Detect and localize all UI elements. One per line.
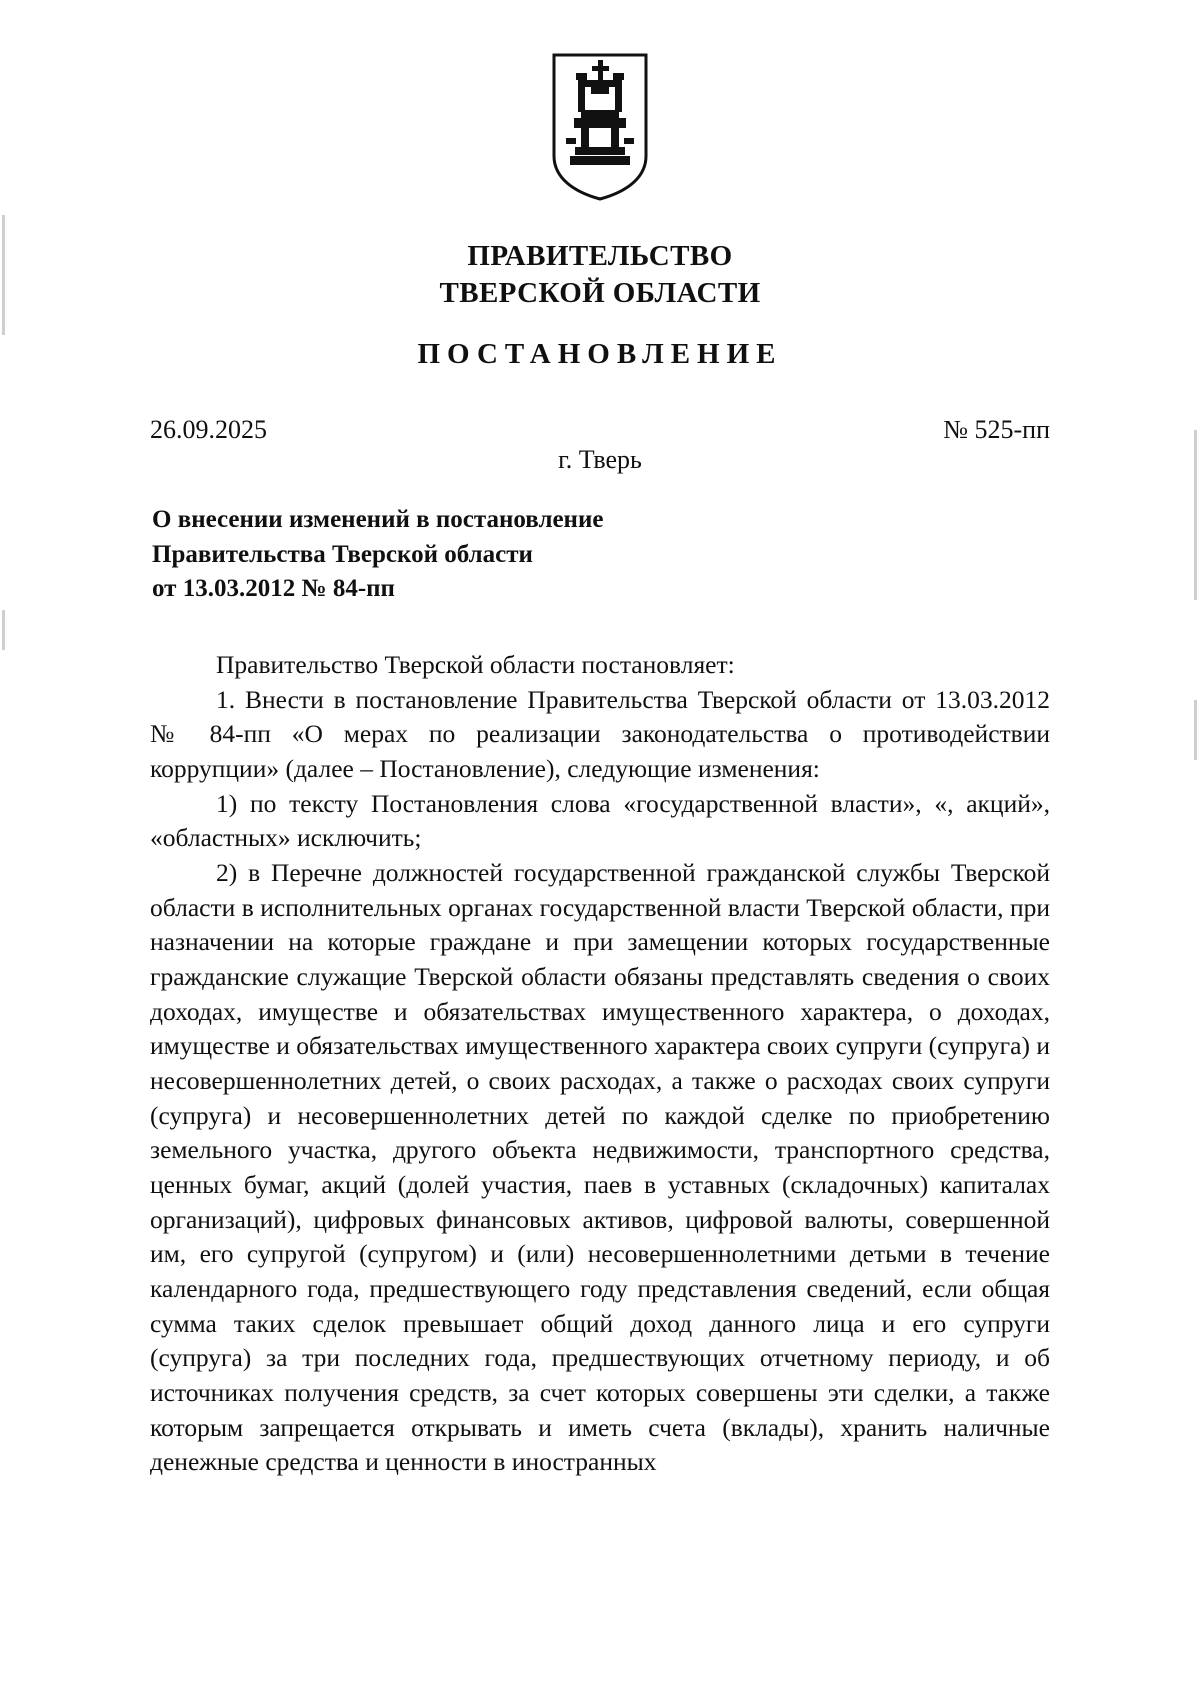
subject-line-2: Правительства Тверской области	[152, 540, 533, 568]
coat-of-arms-icon	[548, 52, 652, 202]
organization-title	[0, 238, 1200, 312]
body-paragraph: 1. Внести в постановление Правительства Тверской области от 13.03.2012 № 84-пп «О мерах по реализации законодательства о противодействии коррупции» (далее – Постановление), следующие изменения:	[150, 684, 1050, 784]
scan-edge-mark	[1194, 700, 1197, 760]
body-paragraph: 2) в Перечне должностей государственной гражданской службы Тверской области в исполнительных органах государственной власти Тверской области, при назначении на которые граждане и при замещении которых государственные гражданские служащие Тверской области обязаны представлять сведения о своих доходах, имуществе и обязательствах имущественного характера, о доходах, имуществе и обязательствах имущественного характера своих супруги (супруга) и несовершеннолетних детей, о своих расходах, а также о расходах своих супруги (супруга) и несовершеннолетних детей по каждой сделке по приобретению земельного участка, другого объекта недвижимости, транспортного средства, ценных бумаг, акций (долей участия, паев в уставных (складочных) капиталах организаций), цифровых финансовых активов, цифровой валюты, совершенной им, его супругой (супругом) и (или) несовершеннолетними детьми в течение календарного года, предшествующего году представления сведений, если общая сумма таких сделок превышает общий доход данного лица и его супруги (супруга) за три последних года, предшествующих отчетному периоду, и об источниках получения средств, за счет которых совершены эти сделки, а также которым запрещается открывать и иметь счета (вклады), хранить наличные денежные средства и ценности в иностранных	[150, 858, 1050, 1477]
body-paragraph: 1) по тексту Постановления слова «государственной власти», «, акций», «областных» исключить;	[150, 788, 1050, 853]
organization-line-2: ТВЕРСКОЙ ОБЛАСТИ	[439, 277, 761, 310]
body-paragraph: Правительство Тверской области постановляет:	[216, 650, 735, 679]
document-body	[150, 648, 1050, 1480]
document-date: 26.09.2025	[150, 415, 267, 444]
subject-line-1: О внесении изменений в постановление	[152, 506, 604, 533]
emblem-container	[0, 52, 1200, 202]
document-type-heading: ПОСТАНОВЛЕНИЕ	[417, 338, 783, 370]
document-number: № 525-пп	[943, 415, 1050, 444]
organization-line-1: ПРАВИТЕЛЬСТВО	[467, 240, 733, 272]
subject-line-3: от 13.03.2012 № 84-пп	[152, 575, 395, 602]
document-city: г. Тверь	[558, 445, 642, 474]
scan-edge-mark	[2, 610, 5, 650]
document-subject	[152, 503, 792, 607]
document-meta-row	[150, 415, 1050, 445]
